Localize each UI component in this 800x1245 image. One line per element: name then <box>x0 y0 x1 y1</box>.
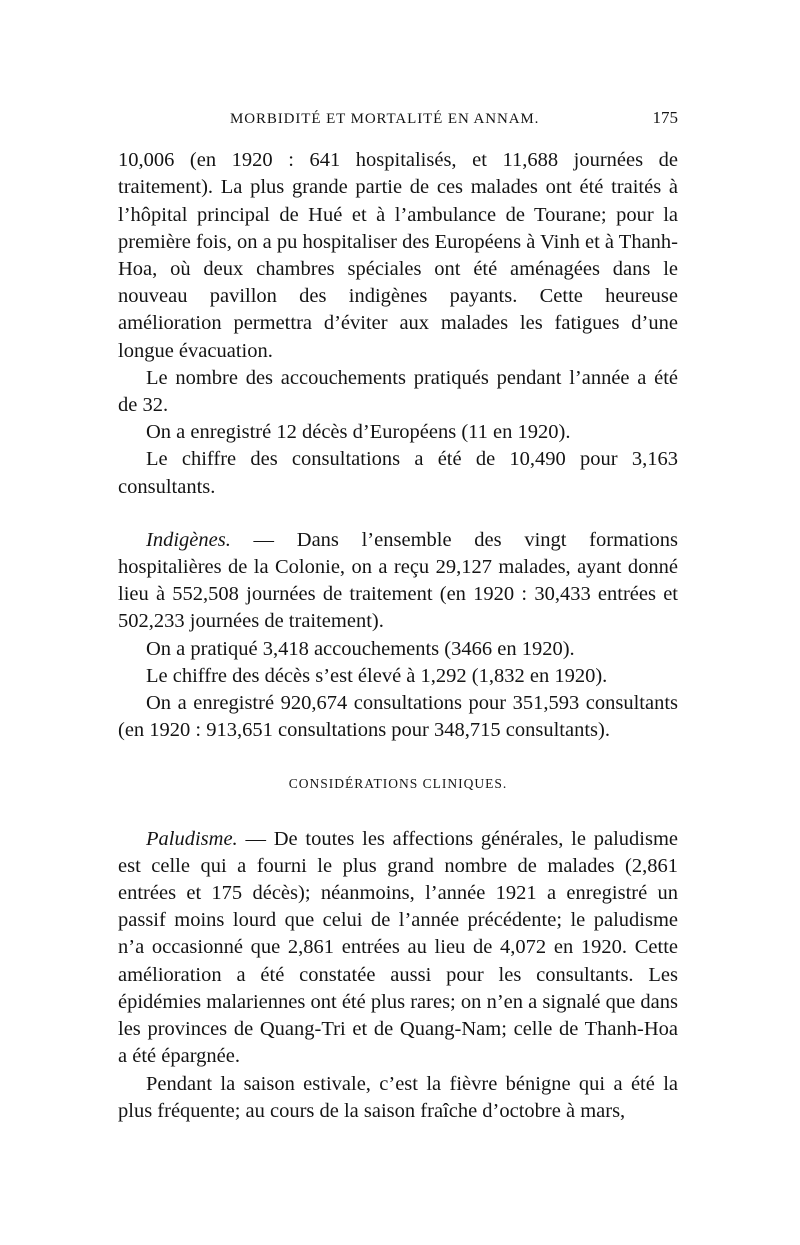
book-page <box>118 104 678 1125</box>
spacer <box>118 501 678 527</box>
paragraph-deces-indigenes: Le chiffre des décès s’est élevé à 1,292 (1,832 en 1920). <box>146 664 608 687</box>
paragraph-deces-europeens: On a enregistré 12 décès d’Européens (11 en 1920). <box>146 421 571 444</box>
paragraph-accouchements-indigenes: On a pratiqué 3,418 accouchements (3466 en 1920). <box>146 637 575 660</box>
paludisme-text: — De toutes les affections générales, le paludisme est celle qui a fourni le plus grand nombre de malades (2,861 entrées et 175 décès); néanmoins, l’année 1921 a enregistré un passif moins lourd que celui de l’année précédente; le paludisme n’a occasionné que 2,861 entrées au lieu de 4,072 en 1920. Cette amélioration a été constatée aussi pour les consultants. Les épidémies malariennes ont été plus rares; on n’en a signalé que dans les provinces de Quang-Tri et de Quang-Nam; celle de Thanh-Hoa a été épargnée. <box>118 827 678 1068</box>
paragraph-consultations-europeens: Le chiffre des consultations a été de 10,490 pour 3,163 consultants. <box>118 448 678 498</box>
paragraph-accouchements-europeens: Le nombre des accouchements pratiqués pendant l’année a été de 32. <box>118 366 678 417</box>
paragraph-saison-estivale: Pendant la saison estivale, c’est la fièvre bénigne qui a été la plus fréquente; au cours de la saison fraîche d’octobre à mars, <box>118 1072 678 1122</box>
indigenes-label: Indigènes. <box>146 528 231 551</box>
paludisme-label: Paludisme. <box>146 827 238 850</box>
paragraph-indigenes <box>118 527 678 636</box>
running-head <box>118 104 678 133</box>
indigenes-text: — Dans l’ensemble des vingt formations hospitalières de la Colonie, on a reçu 29,127 malades, ayant donné lieu à 552,508 journées de traitement (en 1920 : 30,433 entrées et 502,233 journées de traitement). <box>118 528 678 633</box>
running-title: MORBIDITÉ ET MORTALITÉ EN ANNAM. <box>230 111 540 127</box>
paragraph-paludisme <box>118 826 678 1071</box>
paragraph-continuation: 10,006 (en 1920 : 641 hospitalisés, et 11,688 journées de traitement). La plus grande partie de ces malades ont été traités à l’hôpital principal de Hué et à l’ambulance de Tourane; pour la première fois, on a pu hospitaliser des Européens à Vinh et à Thanh-Hoa, où deux chambres spéciales ont été aménagées dans le nouveau pavillon des indigènes payants. Cette heureuse amélioration permettra d’éviter aux malades les fatigues d’une longue évacuation. <box>118 149 678 362</box>
section-title: CONSIDÉRATIONS CLINIQUES. <box>288 776 508 792</box>
page-number: 175 <box>652 108 678 127</box>
paragraph-consultations-indigenes: On a enregistré 920,674 consultations pour 351,593 consultants (en 1920 : 913,651 consultations pour 348,715 consultants). <box>118 692 678 742</box>
